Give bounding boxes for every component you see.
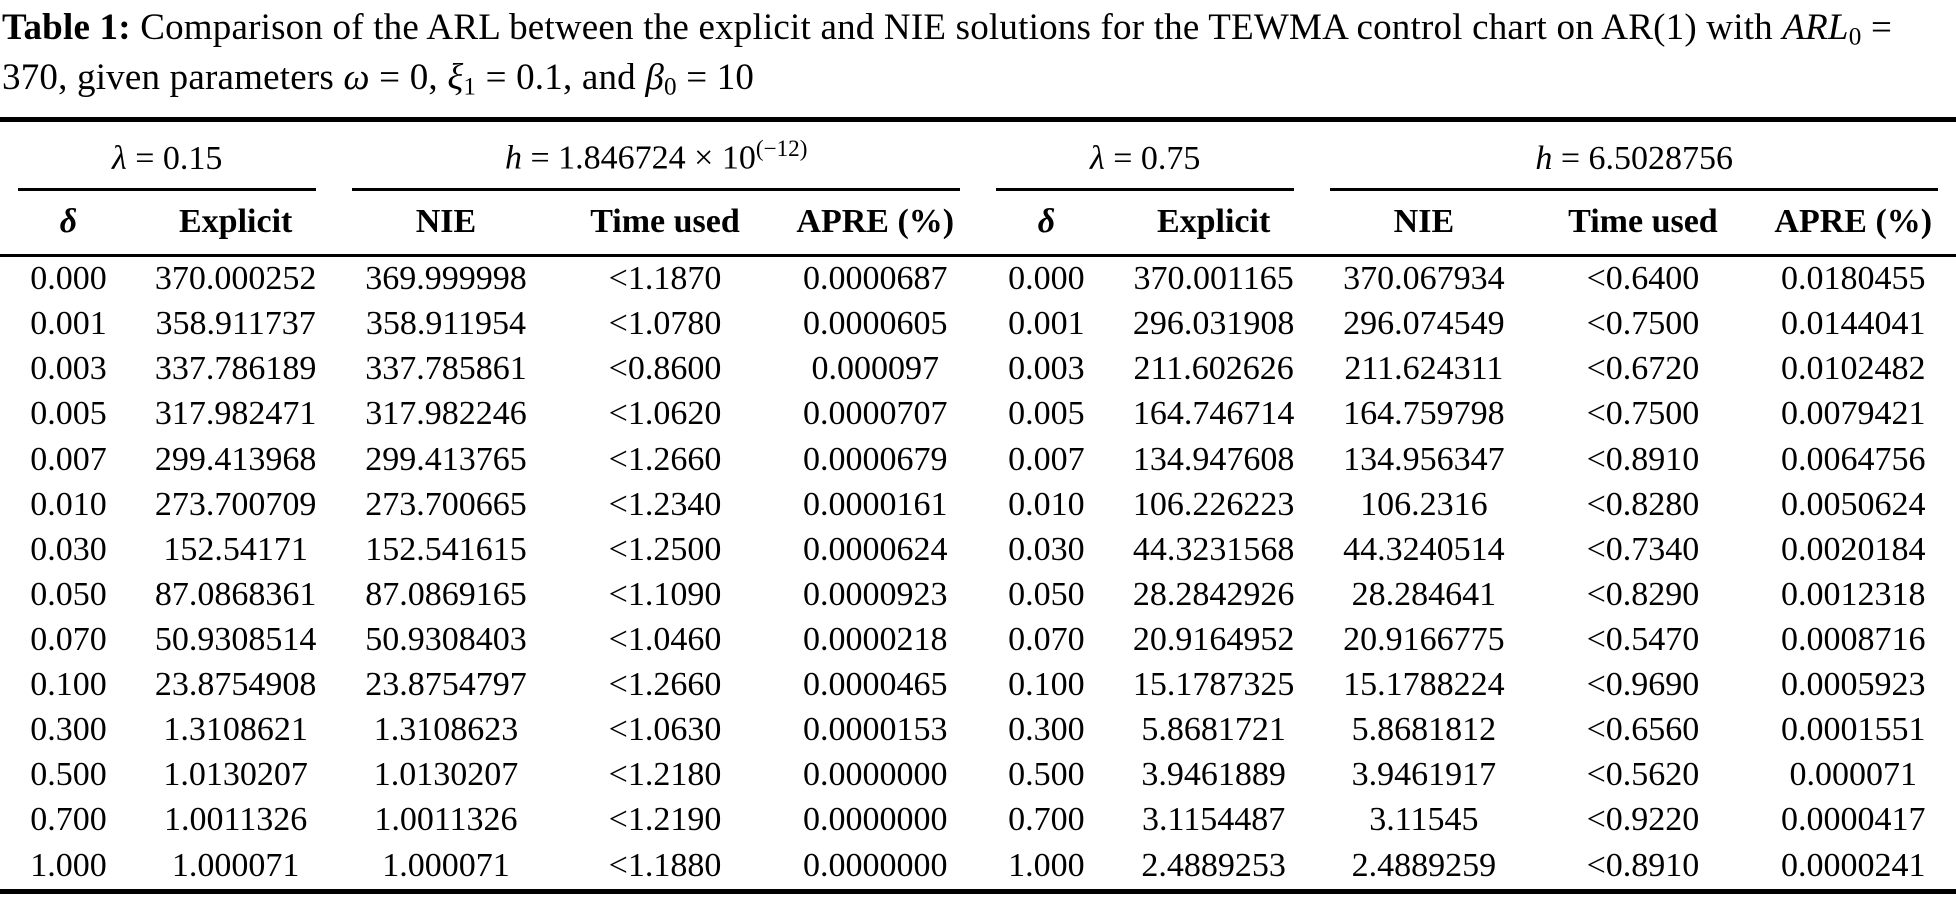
- col-header-nie-left: NIE: [334, 191, 557, 256]
- table-cell: 0.500: [30, 756, 107, 794]
- table-cell: 358.911737: [155, 305, 316, 343]
- table-cell: 0.001: [1008, 305, 1085, 343]
- table-row: [0, 347, 1956, 392]
- table-cell: 0.0064756: [1781, 440, 1926, 478]
- table-cell: 5.8681812: [1351, 711, 1497, 749]
- table-cell: <0.6400: [1586, 260, 1700, 298]
- table-cell: 0.003: [30, 350, 107, 388]
- table-cell: 317.982246: [365, 395, 527, 433]
- table-cell: 28.284641: [1351, 575, 1497, 613]
- table-cell: <0.8600: [608, 350, 722, 388]
- table-cell: <0.8290: [1586, 575, 1700, 613]
- table-cell: 2.4889253: [1141, 846, 1286, 884]
- table-cell: <1.2340: [608, 485, 722, 523]
- table-cell: <0.9220: [1586, 801, 1700, 839]
- table-cell: <1.0630: [608, 711, 722, 749]
- column-header-row: [0, 191, 1956, 256]
- table-cell: <1.1870: [608, 260, 722, 298]
- table-cell: 0.700: [1008, 801, 1085, 839]
- table-cell: 2.4889259: [1351, 846, 1497, 884]
- table-cell: <0.8910: [1586, 846, 1700, 884]
- table-cell: 299.413765: [365, 440, 527, 478]
- table-cell: 0.070: [30, 621, 107, 659]
- table-cell: 0.010: [30, 485, 107, 523]
- table-cell: 0.0000679: [803, 440, 948, 478]
- table-cell: 0.0000000: [803, 756, 948, 794]
- table-cell: 23.8754797: [365, 666, 527, 704]
- table-cell: <1.0620: [608, 395, 722, 433]
- table-row: [0, 438, 1956, 483]
- table-cell: 317.982471: [154, 395, 317, 433]
- table-row: [0, 663, 1956, 708]
- table-cell: 0.050: [1008, 575, 1085, 613]
- table-cell: 358.911954: [365, 305, 527, 343]
- table-cell: 0.0079421: [1781, 395, 1926, 433]
- table-cell: 0.001: [30, 305, 107, 343]
- table-row: [0, 528, 1956, 573]
- table-cell: 0.005: [30, 395, 107, 433]
- table-row: [0, 302, 1956, 347]
- table-cell: 1.000: [30, 846, 107, 884]
- table-cell: 0.0012318: [1781, 575, 1926, 613]
- arl-comparison-table: [0, 117, 1956, 893]
- table-cell: 0.0050624: [1781, 485, 1926, 523]
- col-header-explicit-right: Explicit: [1115, 191, 1313, 256]
- table-cell: 1.0011326: [164, 801, 308, 839]
- table-cell: 87.0869165: [365, 575, 527, 613]
- table-cell: 134.956347: [1343, 440, 1505, 478]
- group-header-lambda-075: λ = 0.75: [996, 136, 1294, 191]
- table-cell: 28.2842926: [1132, 575, 1295, 613]
- table-cell: 23.8754908: [154, 666, 317, 704]
- table-cell: 0.0020184: [1781, 530, 1926, 568]
- table-cell: 152.54171: [163, 530, 308, 568]
- col-header-nie-right: NIE: [1312, 191, 1535, 256]
- table-cell: <1.2180: [608, 756, 722, 794]
- table-cell: 0.010: [1008, 485, 1085, 523]
- table-cell: 337.785861: [365, 350, 527, 388]
- table-cell: <0.9690: [1586, 666, 1700, 704]
- table-cell: 370.001165: [1133, 260, 1294, 298]
- table-cell: 0.005: [1008, 395, 1085, 433]
- table-cell: 134.947608: [1132, 440, 1295, 478]
- table-cell: 0.000071: [1789, 756, 1918, 794]
- table-cell: 0.0000161: [803, 485, 948, 523]
- table-cell: 20.9164952: [1132, 621, 1295, 659]
- col-header-apre-right: APRE (%): [1751, 191, 1956, 256]
- table-cell: 0.0000465: [803, 666, 948, 704]
- table-cell: 0.007: [30, 440, 107, 478]
- table-cell: <0.8910: [1586, 440, 1700, 478]
- table-cell: <0.6720: [1586, 350, 1700, 388]
- table-cell: 211.602626: [1133, 350, 1294, 388]
- table-cell: 0.0180455: [1781, 260, 1926, 298]
- table-cell: 299.413968: [154, 440, 317, 478]
- table-cell: <1.1090: [608, 575, 722, 613]
- table-cell: 0.0001551: [1781, 711, 1926, 749]
- table-cell: 5.8681721: [1141, 711, 1286, 749]
- table-row: [0, 753, 1956, 798]
- table-cell: 296.074549: [1343, 305, 1505, 343]
- table-cell: 87.0868361: [154, 575, 317, 613]
- table-cell: 0.0000241: [1781, 846, 1926, 884]
- table-cell: 273.700665: [365, 485, 527, 523]
- table-row: [0, 844, 1956, 892]
- col-header-time-right: Time used: [1535, 191, 1750, 256]
- col-header-delta-left: δ: [0, 191, 137, 256]
- table-cell: 152.541615: [365, 530, 527, 568]
- table-cell: 3.11545: [1369, 801, 1479, 839]
- table-cell: 370.067934: [1343, 260, 1505, 298]
- table-cell: <1.2660: [608, 440, 722, 478]
- table-caption: Table 1: Comparison of the ARL between the explicit and NIE solutions for the TEWMA control chart on AR(1) with $ARL_0 = 370$, given parameters ω = 0, $\xi_1 = 0.1$, and $\beta_0 = 10$: [2, 7, 1893, 101]
- table-cell: <1.2500: [608, 530, 722, 568]
- table-row: [0, 483, 1956, 528]
- table-cell: 211.624311: [1344, 350, 1504, 388]
- table-cell: 0.030: [1008, 530, 1085, 568]
- table-cell: 0.300: [1008, 711, 1085, 749]
- table-row: [0, 256, 1956, 303]
- table-cell: 1.000: [1008, 846, 1085, 884]
- table-cell: <1.0460: [608, 621, 722, 659]
- table-cell: <0.8280: [1586, 485, 1700, 523]
- table-cell: 0.500: [1008, 756, 1085, 794]
- table-cell: 0.0000605: [803, 305, 948, 343]
- table-cell: 3.9461917: [1351, 756, 1497, 794]
- group-header-row: [0, 120, 1956, 191]
- table-cell: 337.786189: [154, 350, 317, 388]
- group-header-h-lambda-015: $h = 1.846724 \times 10^{(-12)}$: [352, 132, 960, 191]
- table-cell: <0.7500: [1586, 305, 1700, 343]
- table-cell: 0.0000218: [803, 621, 948, 659]
- col-header-delta-right: δ: [978, 191, 1115, 256]
- table-cell: 0.300: [30, 711, 107, 749]
- table-cell: <0.6560: [1586, 711, 1700, 749]
- table-cell: 1.000071: [382, 846, 510, 884]
- table-cell: <1.2660: [608, 666, 722, 704]
- table-row: [0, 573, 1956, 618]
- table-cell: 0.0005923: [1781, 666, 1926, 704]
- group-header-h-lambda-075: h = 6.5028756: [1330, 136, 1938, 191]
- table-cell: 0.000097: [811, 350, 940, 388]
- table-cell: <0.5470: [1586, 621, 1700, 659]
- table-cell: 1.000071: [171, 846, 300, 884]
- table-cell: 0.030: [30, 530, 107, 568]
- table-cell: 1.3108621: [163, 711, 308, 749]
- table-cell: 0.000: [1008, 260, 1085, 298]
- table-cell: <0.5620: [1586, 756, 1700, 794]
- table-cell: 15.1788224: [1343, 666, 1505, 704]
- table-cell: <1.0780: [608, 305, 722, 343]
- table-cell: 0.000: [30, 260, 107, 298]
- table-cell: <1.2190: [608, 801, 722, 839]
- table-cell: 0.0000687: [803, 260, 948, 298]
- table-row: [0, 798, 1956, 843]
- table-cell: 106.226223: [1132, 485, 1295, 523]
- table-cell: 0.0000923: [803, 575, 948, 613]
- col-header-explicit-left: Explicit: [137, 191, 335, 256]
- table-cell: 106.2316: [1360, 485, 1488, 523]
- table-cell: 0.0000624: [803, 530, 948, 568]
- table-cell: 0.0000000: [803, 846, 948, 884]
- table-cell: 0.0000707: [803, 395, 948, 433]
- table-cell: 0.0000417: [1781, 801, 1926, 839]
- table-cell: 0.007: [1008, 440, 1085, 478]
- paper-table-figure: [0, 4, 1956, 918]
- table-body: [0, 256, 1956, 892]
- table-cell: 369.999998: [365, 260, 527, 298]
- table-cell: 273.700709: [154, 485, 317, 523]
- table-cell: 44.3231568: [1132, 530, 1295, 568]
- table-cell: 50.9308403: [365, 621, 527, 659]
- table-cell: 1.3108623: [373, 711, 519, 749]
- table-cell: 0.700: [30, 801, 107, 839]
- table-cell: 3.9461889: [1141, 756, 1286, 794]
- table-cell: 44.3240514: [1343, 530, 1505, 568]
- table-cell: 0.0000153: [803, 711, 948, 749]
- table-cell: 0.050: [30, 575, 107, 613]
- table-cell: 370.000252: [154, 260, 317, 298]
- table-cell: 3.1154487: [1142, 801, 1286, 839]
- table-cell: 0.0102482: [1781, 350, 1926, 388]
- table-row: [0, 618, 1956, 663]
- table-cell: 0.0008716: [1781, 621, 1926, 659]
- table-row: [0, 708, 1956, 753]
- table-cell: 50.9308514: [154, 621, 317, 659]
- table-cell: <1.1880: [608, 846, 722, 884]
- table-cell: 15.1787325: [1132, 666, 1295, 704]
- table-cell: 164.746714: [1132, 395, 1295, 433]
- table-cell: 20.9166775: [1343, 621, 1505, 659]
- col-header-time-left: Time used: [557, 191, 772, 256]
- group-header-lambda-015: λ = 0.15: [18, 136, 316, 191]
- table-cell: 0.0000000: [803, 801, 948, 839]
- table-cell: 1.0011326: [374, 801, 518, 839]
- table-row: [0, 392, 1956, 437]
- table-cell: 0.100: [30, 666, 107, 704]
- table-cell: 296.031908: [1132, 305, 1295, 343]
- table-cell: 164.759798: [1343, 395, 1505, 433]
- col-header-apre-left: APRE (%): [773, 191, 978, 256]
- table-cell: 0.003: [1008, 350, 1085, 388]
- table-cell: <0.7340: [1586, 530, 1700, 568]
- table-cell: 1.0130207: [373, 756, 519, 794]
- table-cell: 0.100: [1008, 666, 1085, 704]
- table-cell: 1.0130207: [163, 756, 308, 794]
- table-cell: <0.7500: [1586, 395, 1700, 433]
- table-cell: 0.070: [1008, 621, 1085, 659]
- table-cell: 0.0144041: [1781, 305, 1926, 343]
